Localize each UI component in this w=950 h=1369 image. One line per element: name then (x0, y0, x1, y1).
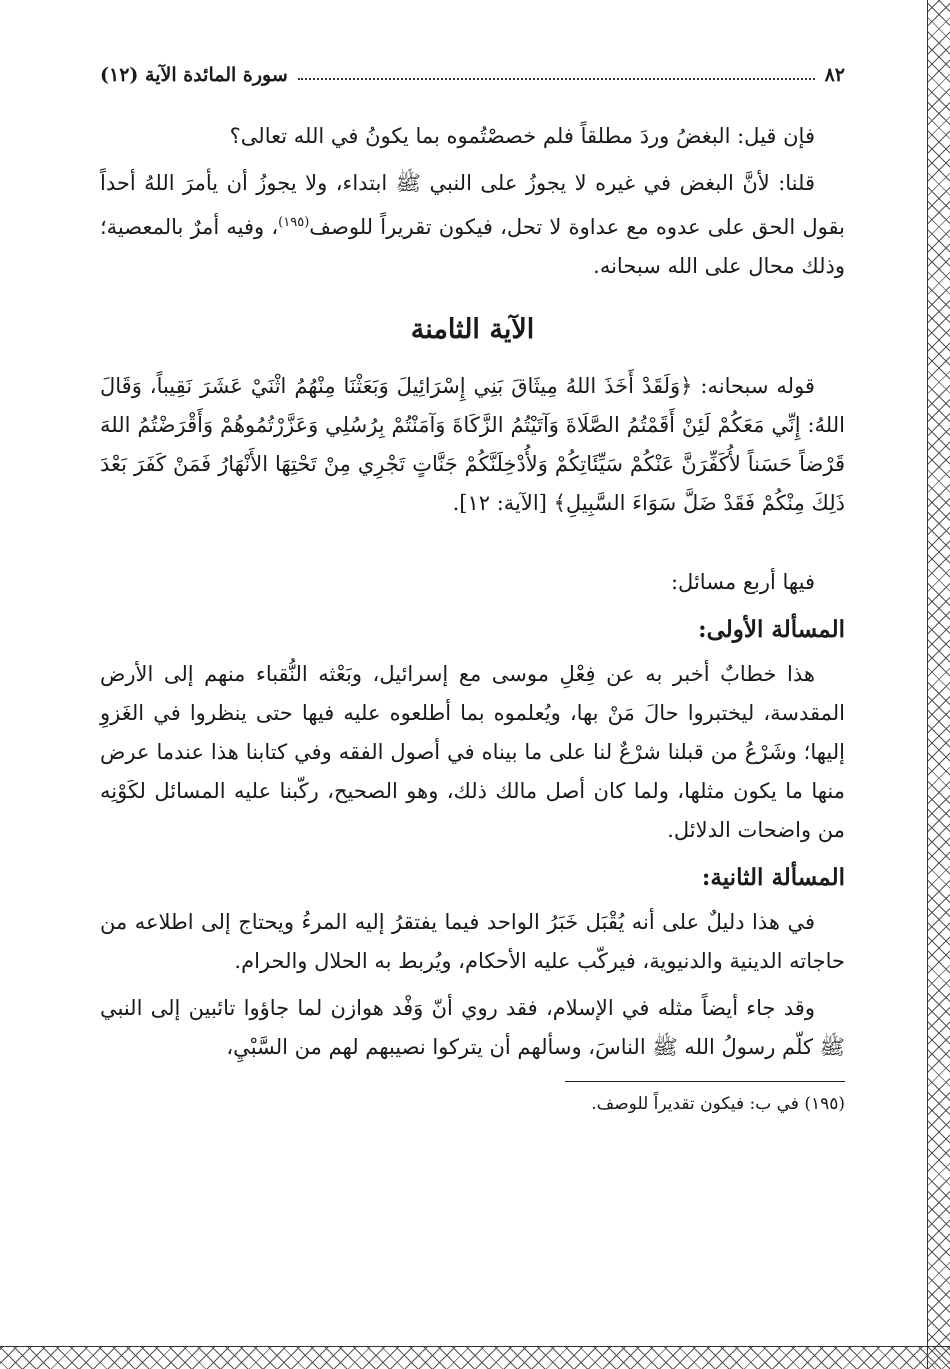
verse-intro: قوله سبحانه: (700, 374, 815, 398)
issue-1-title: المسألة الأولى: (698, 616, 845, 643)
footnote-divider (565, 1081, 845, 1082)
running-title: سورة المائدة الآية (١٢) (100, 64, 288, 86)
answer-text-b: ، وفيه أمرٌ بالمعصية؛ وذلك محال على الله سبحانه. (100, 215, 845, 278)
paragraph-question: فإن قيل: البغضُ وردَ مطلقاً فلم خصصْتُموه بما يكونُ في الله تعالى؟ (229, 124, 815, 148)
issues-intro: فيها أربع مسائل: (670, 570, 815, 594)
page-content (100, 55, 845, 1118)
issue-1-text: هذا خطابٌ أخبر به عن فِعْلِ موسى مع إسرائيل، وبَعْثه النُّقباء منهم إلى الأرض المقدسة، ليختبروا حالَ مَنْ بها، ويُعلموه بما أطلعوه عليه فيها حتى ينظروا في الغَزوِ إليها؛ وشَرْعُ من قبلنا شرْعٌ لنا على ما بيناه في أصول الفقه وفي كتابنا هذا عندما عرض منها ما يكون مثلها، ولما كان أصل مالك ذلك، وهو الصحيح، ركّبنا عليه المسائل لكَوْنِه من واضحات الدلائل. (100, 662, 845, 842)
verse-paragraph (100, 367, 845, 523)
footnote-number: (١٩٥) (804, 1094, 845, 1114)
footnote (100, 1090, 845, 1118)
footnote-marker[interactable]: (١٩٥) (278, 215, 310, 230)
issue-2-text-1: في هذا دليلٌ على أنه يُقْبَل خَبَرُ الواحد فيما يفتقرُ إليه المرءُ ويحتاج إلى اطلاعه من حاجاته الدينية والدنيوية، فيركّب عليه الأحكام، ويُربط به الحلال والحرام. (100, 910, 845, 973)
issue-2-title: المسألة الثانية: (701, 864, 845, 891)
header-dots (298, 78, 815, 80)
answer-text-a: قلنا: لأنَّ البغض في غيره لا يجوزُ على النبي ﷺ ابتداء، ولا يجوزُ أن يأمرَ اللهُ أحداً بقول الحق على عدوه مع عداوة لا تحل، فيكون تقريراً للوصف (100, 171, 845, 239)
paragraph-answer (100, 164, 845, 286)
decorative-border-right (927, 0, 950, 1369)
section-title: الآية الثامنة (410, 314, 535, 345)
verse-reference: [الآية: ١٢]. (452, 491, 547, 515)
verse-text: ﴿وَلَقَدْ أَخَذَ اللهُ مِيثَاقَ بَنِي إِسْرَائِيلَ وَبَعَثْنَا مِنْهُمُ اثْنَيْ عَشَرَ نَقِيباً، وَقَالَ اللهُ: إِنِّي مَعَكُمْ لَئِنْ أَقَمْتُمُ الصَّلَاةَ وَآتَيْتُمُ الزَّكَاةَ وَآمَنْتُمْ بِرُسُلِي وَعَزَّرْتُمُوهُمْ وَأَقْرَضْتُمُ اللهَ قَرْضاً حَسَناً لأُكَفِّرَنَّ عَنْكُمْ سَيِّئَاتِكُمْ وَلأُدْخِلَنَّكُمْ جَنَّاتٍ تَجْرِي مِنْ تَحْتِهَا الأَنْهَارُ فَمَنْ كَفَرَ بَعْدَ ذَلِكَ مِنْكُمْ فَقَدْ ضَلَّ سَوَاءَ السَّبِيلِ﴾ (100, 374, 845, 515)
issue-2-text-2: وقد جاء أيضاً مثله في الإسلام، فقد روي أنّ وَفْد هوازن لما جاؤوا تائبين إلى النبي ﷺ كلّم رسولُ الله ﷺ الناسَ، وسألهم أن يتركوا نصيبهم لهم من السَّبْيِ، (100, 996, 845, 1059)
footnote-text: في ب: فيكون تقديراً للوصف. (591, 1094, 799, 1114)
running-header (100, 55, 845, 95)
page-number: ٨٢ (824, 64, 845, 86)
decorative-border-bottom (0, 1346, 950, 1369)
